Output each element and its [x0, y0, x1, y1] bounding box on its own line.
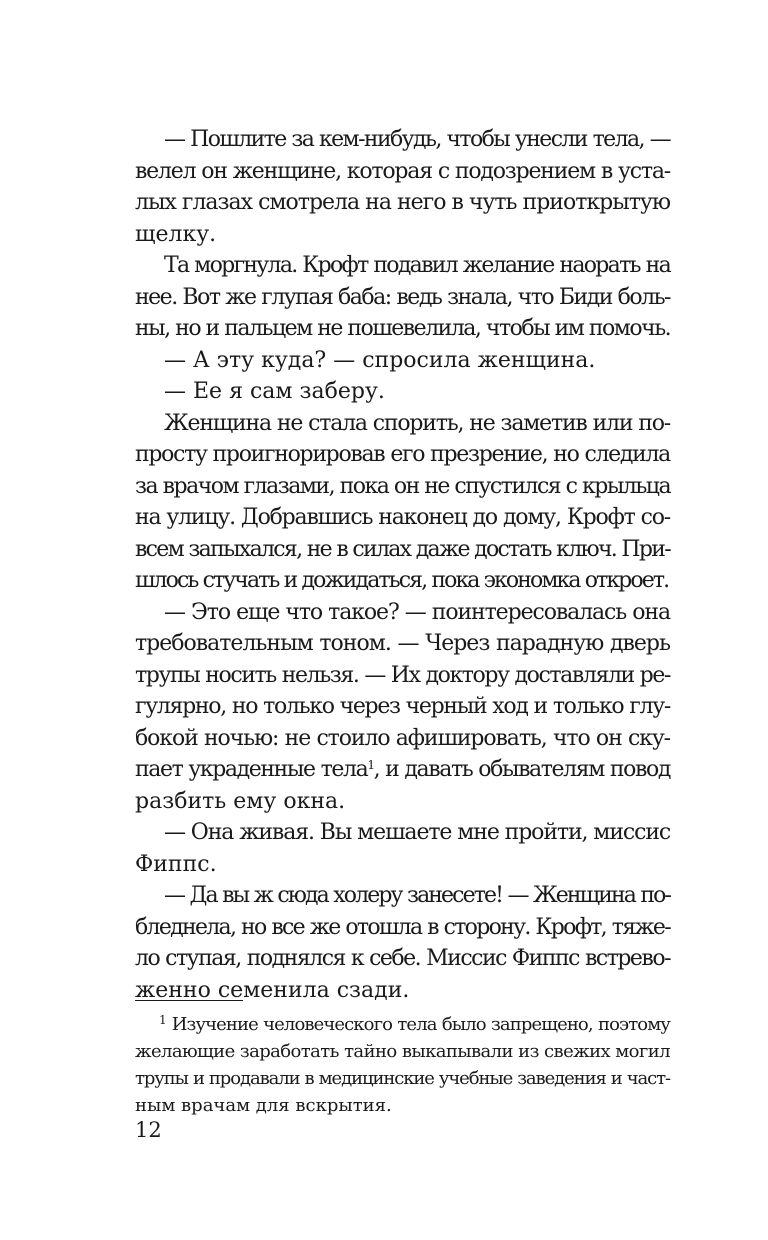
footnote-divider	[135, 1000, 243, 1001]
text-line: за врачом глазами, пока он не спустился с крыльца	[135, 473, 671, 499]
text-line: требовательным тоном. — Через парадную дверь	[135, 631, 670, 656]
text-line: бокой ночью: не стоило афишировать, что он ску-	[135, 725, 670, 751]
text-line: Женщина не стала спорить, не заметив или по-	[164, 410, 670, 436]
text-line: — Она живая. Вы мешаете мне пройти, миссис	[164, 820, 671, 845]
text-line: трупы носить нельзя. — Их доктору доставляли ре-	[135, 662, 670, 688]
page-number: 12	[135, 1118, 162, 1142]
text-line: Та моргнула. Крофт подавил желание наорать на	[164, 253, 670, 278]
text-line: женно семенила сзади.	[135, 977, 410, 1003]
text-fragment: пает украденные тела	[135, 757, 368, 782]
text-line: — А эту куда? — спросила женщина.	[164, 347, 596, 373]
footnote-text: Изучение человеческого тела было запрещено, поэтому	[171, 1014, 670, 1035]
text-line: велел он женщине, которая с подозрением в уста-	[135, 158, 670, 184]
text-line: бледнела, но все же отошла в сторону. Крофт, тяже-	[135, 914, 670, 940]
text-line: гулярно, но только через черный ход и только глу-	[135, 694, 670, 719]
text-line: всем запыхался, не в силах даже достать ключ. При-	[135, 536, 670, 562]
footnote-line: желающие заработать тайно выкапывали из свежих могил	[135, 1041, 670, 1062]
text-line: — Ее я сам заберу.	[164, 379, 385, 404]
footnote-line: ным врачам для вскрытия.	[135, 1095, 392, 1116]
text-line-with-footnote-ref	[135, 754, 670, 786]
page-body	[135, 124, 670, 1006]
text-line: ны, но и пальцем не пошевелила, чтобы им помочь.	[135, 316, 671, 341]
text-fragment: , и давать обывателям повод	[373, 757, 670, 782]
text-line: шлось стучать и дожидаться, пока экономка откроет.	[135, 568, 669, 593]
text-line: разбить ему окна.	[135, 788, 346, 814]
footnote	[135, 1011, 670, 1119]
footnote-line	[135, 1011, 670, 1038]
text-line: — Да вы ж сюда холеру занесете! — Женщина по-	[164, 883, 670, 908]
footnote-number: 1	[159, 1013, 166, 1027]
text-line: щелку.	[135, 221, 217, 247]
text-line: — Это еще что такое? — поинтересовалась она	[164, 599, 670, 625]
text-line: ло ступая, поднялся к себе. Миссис Фиппс встрево-	[135, 946, 670, 971]
text-line: лых глазах смотрела на него в чуть приоткрытую	[135, 190, 670, 215]
text-line: — Пошлите за кем-нибудь, чтобы унесли тела, —	[164, 127, 670, 152]
footnote-reference: 1	[367, 758, 374, 772]
text-line: нее. Вот же глупая баба: ведь знала, что Биди боль-	[135, 284, 670, 310]
text-line: просту проигнорировав его презрение, но следила	[135, 442, 670, 467]
text-line: Фиппс.	[135, 851, 217, 877]
text-line: на улицу. Добравшись наконец до дому, Крофт со-	[135, 505, 670, 530]
footnote-line: трупы и продавали в медицинские учебные заведения и част-	[135, 1068, 670, 1089]
